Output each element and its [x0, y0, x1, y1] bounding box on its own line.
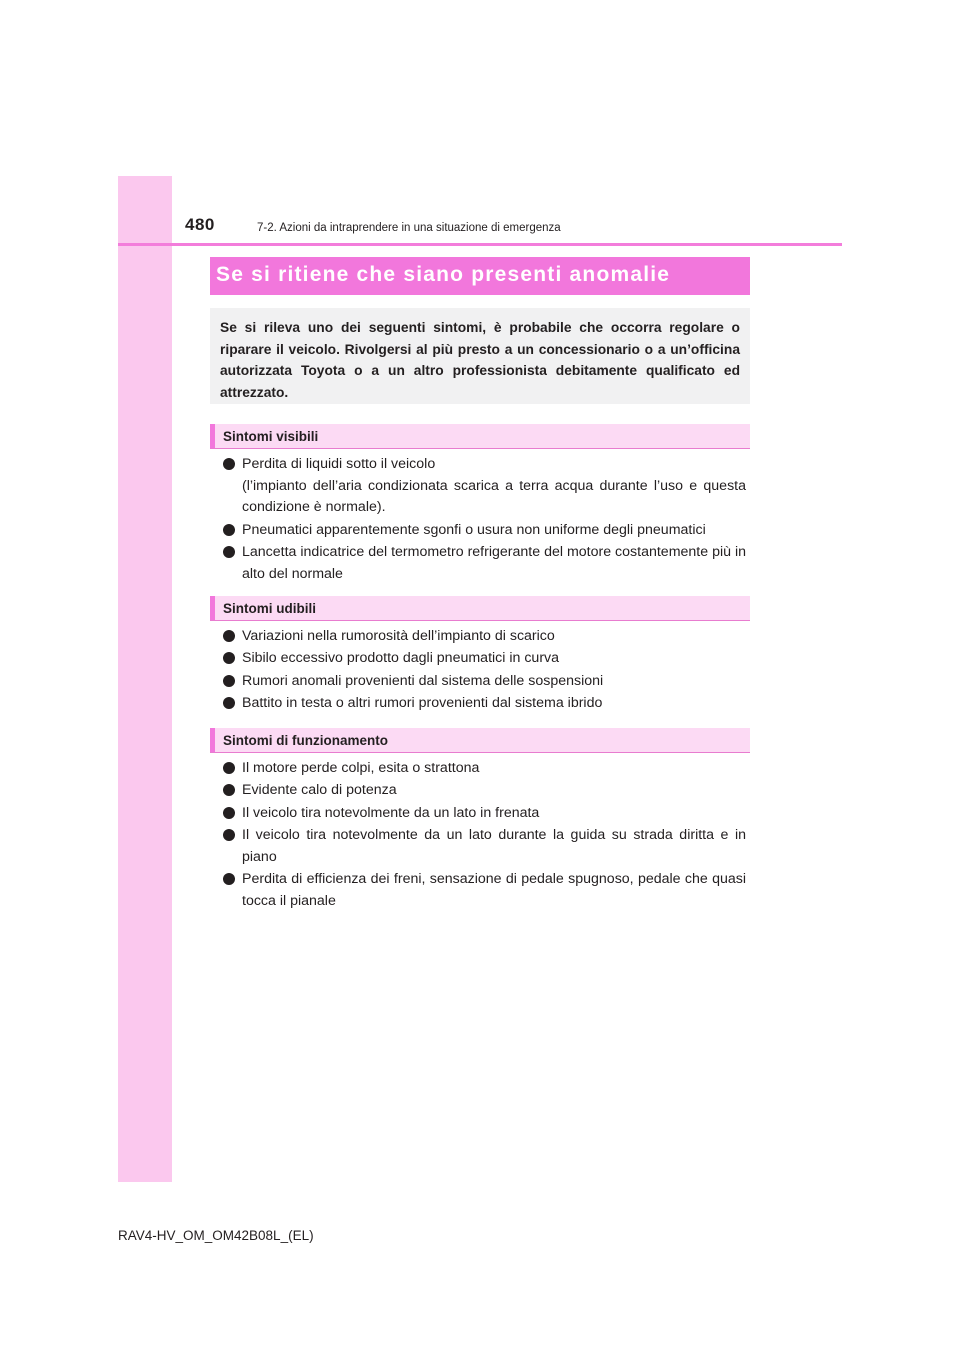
list-item [222, 693, 746, 715]
symptom-list-funzionamento [222, 758, 746, 913]
intro-text: Se si rileva uno dei seguenti sintomi, è probabile che occorra regolare o riparare il veicolo. Rivolgersi al più presto a un concessionario o a un’officina autorizzata Toyota o a un altro professionista debitamente qualificato ed attrezzato. [220, 320, 740, 400]
list-item [222, 648, 746, 670]
page-number: 480 [185, 215, 215, 234]
section-label: 7-2. Azioni da intraprendere in una situazione di emergenza [257, 222, 561, 234]
list-item-text: Battito in testa o altri rumori provenienti dal sistema ibrido [242, 695, 603, 712]
symptom-list-visibili [222, 454, 746, 586]
list-item [222, 758, 746, 780]
section-heading: Sintomi udibili [223, 601, 316, 616]
header-rule [118, 243, 842, 246]
list-item-text: Evidente calo di potenza [242, 782, 397, 799]
list-item [222, 869, 746, 912]
list-item-text: Perdita di efficienza dei freni, sensazione di pedale spugnoso, pedale che quasi tocca il pianale [242, 871, 746, 909]
list-item [222, 825, 746, 868]
list-item-text: Il veicolo tira notevolmente da un lato in frenata [242, 804, 540, 821]
list-item-text: Pneumatici apparentemente sgonfi o usura non uniforme degli pneumatici [242, 521, 706, 538]
list-item [222, 626, 746, 648]
bullet-dot-icon [223, 873, 235, 885]
list-item-text: Variazioni nella rumorosità dell’impianto di scarico [242, 628, 555, 644]
bullet-dot-icon [223, 829, 235, 841]
list-item [222, 803, 746, 825]
side-color-band [118, 176, 172, 1182]
list-item-text: Sibilo eccessivo prodotto dagli pneumatici in curva [242, 650, 560, 667]
bullet-dot-icon [223, 458, 235, 470]
page-title: Se si ritiene che siano presenti anomalie [216, 263, 671, 286]
bullet-dot-icon [223, 630, 235, 642]
bullet-dot-icon [223, 675, 235, 687]
section-header-visibili [210, 424, 750, 449]
list-item [222, 780, 746, 802]
symptom-list-udibili [222, 626, 746, 716]
bullet-dot-icon [223, 652, 235, 664]
section-heading: Sintomi di funzionamento [223, 733, 388, 748]
list-item-text: Il veicolo tira notevolmente da un lato durante la guida su strada diritta e in piano [242, 827, 746, 865]
list-item [222, 454, 746, 519]
list-item-text [242, 456, 746, 515]
list-item [222, 671, 746, 693]
document-code: RAV4-HV_OM_OM42B08L_(EL) [118, 1228, 314, 1243]
bullet-dot-icon [223, 697, 235, 709]
intro-box [210, 308, 750, 404]
bullet-dot-icon [223, 762, 235, 774]
bullet-dot-icon [223, 524, 235, 536]
list-item-text: Lancetta indicatrice del termometro refrigerante del motore costantemente più in alto del normale [242, 543, 746, 582]
list-item [222, 542, 746, 585]
list-item [222, 520, 746, 542]
title-bar [210, 257, 750, 295]
list-item-line: Perdita di liquidi sotto il veicolo (l’impianto dell’aria condizionata scarica a terra acqua durante l’uso e questa condizione è normale). [242, 456, 746, 516]
bullet-dot-icon [223, 546, 235, 558]
section-header-funzionamento [210, 728, 750, 753]
list-item-text: Il motore perde colpi, esita o strattona [242, 760, 480, 776]
section-heading: Sintomi visibili [223, 429, 319, 444]
list-item-text: Rumori anomali provenienti dal sistema delle sospensioni [242, 672, 604, 689]
bullet-dot-icon [223, 784, 235, 796]
bullet-dot-icon [223, 807, 235, 819]
section-header-udibili [210, 596, 750, 621]
